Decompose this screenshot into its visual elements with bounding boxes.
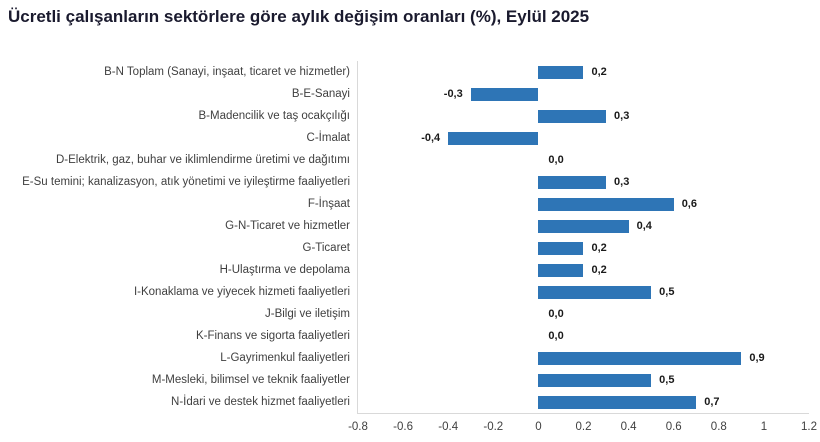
- plot-area: [357, 61, 809, 414]
- x-tick-label: 0.2: [575, 421, 592, 433]
- x-tick-label: 0.4: [620, 421, 637, 433]
- chart-title: Ücretli çalışanların sektörlere göre aylık değişim oranları (%), Eylül 2025: [8, 7, 590, 26]
- x-tick-label: 1.2: [801, 421, 817, 433]
- value-label: 0,3: [614, 109, 630, 122]
- category-label: B-Madencilik ve taş ocakçılığı: [198, 110, 350, 122]
- x-tick-label: 0.6: [665, 421, 682, 433]
- category-label: C-İmalat: [306, 132, 350, 144]
- category-label: F-İnşaat: [307, 198, 350, 210]
- x-tick-label: 0: [535, 421, 542, 433]
- category-label: G-Ticaret: [302, 242, 350, 254]
- bar: [538, 396, 696, 409]
- x-tick-label: 1: [760, 421, 768, 433]
- category-label: I-Konaklama ve yiyecek hizmeti faaliyetleri: [133, 286, 350, 298]
- x-tick-label: -0.2: [483, 421, 504, 433]
- value-label: -0,3: [443, 87, 463, 100]
- bar: [538, 374, 651, 387]
- bar: [538, 176, 606, 189]
- value-label: 0,9: [749, 351, 765, 364]
- bar: [538, 242, 583, 255]
- value-label: 0,4: [636, 219, 652, 232]
- x-tick-label: -0.6: [393, 421, 414, 433]
- value-label: 0,3: [614, 175, 630, 188]
- value-label: 0,0: [548, 329, 564, 342]
- category-label: D-Elektrik, gaz, buhar ve iklimlendirme üretimi ve dağıtımı: [56, 154, 350, 166]
- bar: [538, 286, 651, 299]
- x-axis: [348, 414, 820, 440]
- category-label: H-Ulaştırma ve depolama: [219, 264, 350, 276]
- x-tick-label: -0.4: [438, 421, 459, 433]
- value-label: 0,0: [548, 153, 564, 166]
- value-label: 0,2: [591, 263, 607, 276]
- category-label: N-İdari ve destek hizmet faaliyetleri: [171, 396, 350, 408]
- bar: [538, 220, 628, 233]
- category-label: M-Mesleki, bilimsel ve teknik faaliyetler: [151, 374, 350, 386]
- bar-chart: [0, 61, 809, 414]
- value-label: 0,5: [659, 285, 675, 298]
- category-label: K-Finans ve sigorta faaliyetleri: [195, 330, 350, 342]
- bar: [538, 66, 583, 79]
- value-label: 0,6: [681, 197, 697, 210]
- value-label: 0,2: [591, 65, 607, 78]
- bar: [471, 88, 539, 101]
- bar: [538, 264, 583, 277]
- value-label: -0,4: [421, 131, 441, 144]
- category-label: G-N-Ticaret ve hizmetler: [225, 220, 350, 232]
- category-label: B-N Toplam (Sanayi, inşaat, ticaret ve hizmetler): [104, 66, 350, 78]
- bar: [538, 352, 741, 365]
- x-tick-label: -0.8: [348, 421, 368, 433]
- value-label: 0,5: [659, 373, 675, 386]
- bar: [538, 110, 606, 123]
- value-label: 0,7: [704, 395, 720, 408]
- value-label: 0,2: [591, 241, 607, 254]
- bar: [538, 198, 673, 211]
- category-label: J-Bilgi ve iletişim: [265, 308, 350, 320]
- category-label: E-Su temini; kanalizasyon, atık yönetimi ve iyileştirme faaliyetleri: [22, 176, 350, 188]
- category-label: B-E-Sanayi: [291, 88, 350, 100]
- category-labels-column: [0, 61, 357, 414]
- value-label: 0,0: [548, 307, 564, 320]
- bar: [448, 132, 538, 145]
- x-tick-label: 0.8: [710, 421, 727, 433]
- category-label: L-Gayrimenkul faaliyetleri: [220, 352, 350, 364]
